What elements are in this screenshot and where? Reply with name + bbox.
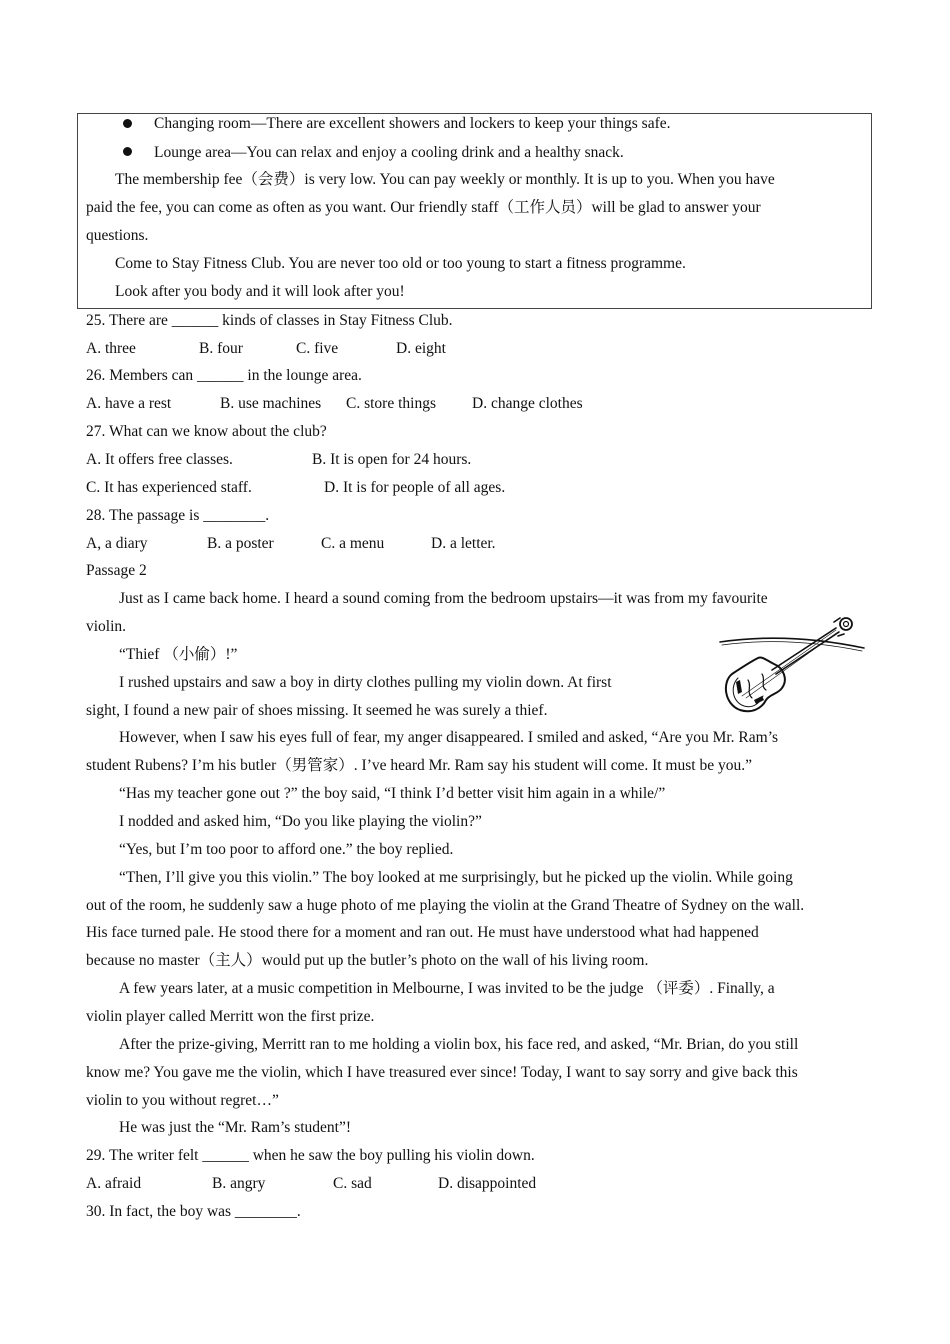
q29-option-a: A. afraid	[86, 1175, 142, 1192]
q26-option-b: B. use machines	[220, 395, 322, 412]
passage-line: I nodded and asked him, “Do you like playing the violin?”	[119, 813, 482, 830]
q25-option-a: A. three	[86, 340, 136, 357]
bullet-icon	[123, 147, 132, 156]
q27-option-b: B. It is open for 24 hours.	[312, 451, 472, 468]
passage-line: However, when I saw his eyes full of fear, my anger disappeared. I smiled and asked, “Are you Mr. Ram’s	[119, 729, 779, 746]
question-26: 26. Members can ______ in the lounge area.	[86, 367, 362, 384]
q26-option-d: D. change clothes	[472, 395, 583, 412]
q28-option-d: D. a letter.	[431, 535, 496, 552]
box-bullet-1: Changing room—There are excellent showers and lockers to keep your things safe.	[154, 115, 671, 132]
q25-option-b: B. four	[199, 340, 243, 357]
passage-line: know me? You gave me the violin, which I have treasured ever since! Today, I want to say sorry and give back this	[86, 1064, 798, 1081]
q25-option-c: C. five	[296, 340, 339, 357]
passage-line: He was just the “Mr. Ram’s student”!	[119, 1119, 352, 1136]
passage-line: out of the room, he suddenly saw a huge photo of me playing the violin at the Grand Theatre of Sydney on the wall.	[86, 897, 805, 914]
box-paragraph: questions.	[86, 227, 149, 244]
q27-option-d: D. It is for people of all ages.	[324, 479, 506, 496]
question-27: 27. What can we know about the club?	[86, 423, 327, 440]
passage-line: student Rubens? I’m his butler（男管家）. I’ve heard Mr. Ram say his student will come. It must be you.”	[86, 757, 752, 774]
q26-option-c: C. store things	[346, 395, 436, 412]
passage-line: “Then, I’ll give you this violin.” The boy looked at me surprisingly, but he picked up the violin. While going	[119, 869, 793, 886]
violin-illustration	[718, 612, 866, 716]
passage-line: because no master（主人）would put up the butler’s photo on the wall of his living room.	[86, 952, 649, 969]
question-25: 25. There are ______ kinds of classes in Stay Fitness Club.	[86, 312, 453, 329]
question-29: 29. The writer felt ______ when he saw the boy pulling his violin down.	[86, 1147, 535, 1164]
q29-option-b: B. angry	[212, 1175, 266, 1192]
question-30: 30. In fact, the boy was ________.	[86, 1203, 301, 1220]
passage-line: Just as I came back home. I heard a sound coming from the bedroom upstairs—it was from my favourite	[119, 590, 768, 607]
box-paragraph: Come to Stay Fitness Club. You are never too old or too young to start a fitness programme.	[115, 255, 686, 272]
passage-line: “Has my teacher gone out ?” the boy said, “I think I’d better visit him again in a while/”	[119, 785, 666, 802]
passage-line: “Yes, but I’m too poor to afford one.” the boy replied.	[119, 841, 454, 858]
passage-line: violin.	[86, 618, 127, 635]
q28-option-b: B. a poster	[207, 535, 274, 552]
box-bullet-2: Lounge area—You can relax and enjoy a cooling drink and a healthy snack.	[154, 144, 624, 161]
passage-line: sight, I found a new pair of shoes missing. It seemed he was surely a thief.	[86, 702, 548, 719]
q27-option-a: A. It offers free classes.	[86, 451, 233, 468]
question-28: 28. The passage is ________.	[86, 507, 270, 524]
box-paragraph: paid the fee, you can come as often as you want. Our friendly staff（工作人员）will be glad to answer your	[86, 199, 761, 216]
passage-line: His face turned pale. He stood there for a moment and ran out. He must have understood what had happened	[86, 924, 759, 941]
q28-option-a: A, a diary	[86, 535, 148, 552]
q26-option-a: A. have a rest	[86, 395, 172, 412]
passage-line: I rushed upstairs and saw a boy in dirty clothes pulling my violin down. At first	[119, 674, 612, 691]
passage-2-heading: Passage 2	[86, 562, 147, 579]
bullet-icon	[123, 119, 132, 128]
passage-line: “Thief （小偷）!”	[119, 646, 238, 663]
passage-line: After the prize-giving, Merritt ran to me holding a violin box, his face red, and asked, “Mr. Brian, do you still	[119, 1036, 799, 1053]
q25-option-d: D. eight	[396, 340, 446, 357]
passage-line: violin player called Merritt won the first prize.	[86, 1008, 375, 1025]
q29-option-d: D. disappointed	[438, 1175, 537, 1192]
q29-option-c: C. sad	[333, 1175, 372, 1192]
box-paragraph: The membership fee（会费）is very low. You can pay weekly or monthly. It is up to you. When you have	[115, 171, 775, 188]
passage-line: violin to you without regret…”	[86, 1092, 279, 1109]
q27-option-c: C. It has experienced staff.	[86, 479, 252, 496]
box-paragraph: Look after you body and it will look after you!	[115, 283, 405, 300]
passage-line: A few years later, at a music competition in Melbourne, I was invited to be the judge （评委）. Finally, a	[119, 980, 775, 997]
q28-option-c: C. a menu	[321, 535, 385, 552]
